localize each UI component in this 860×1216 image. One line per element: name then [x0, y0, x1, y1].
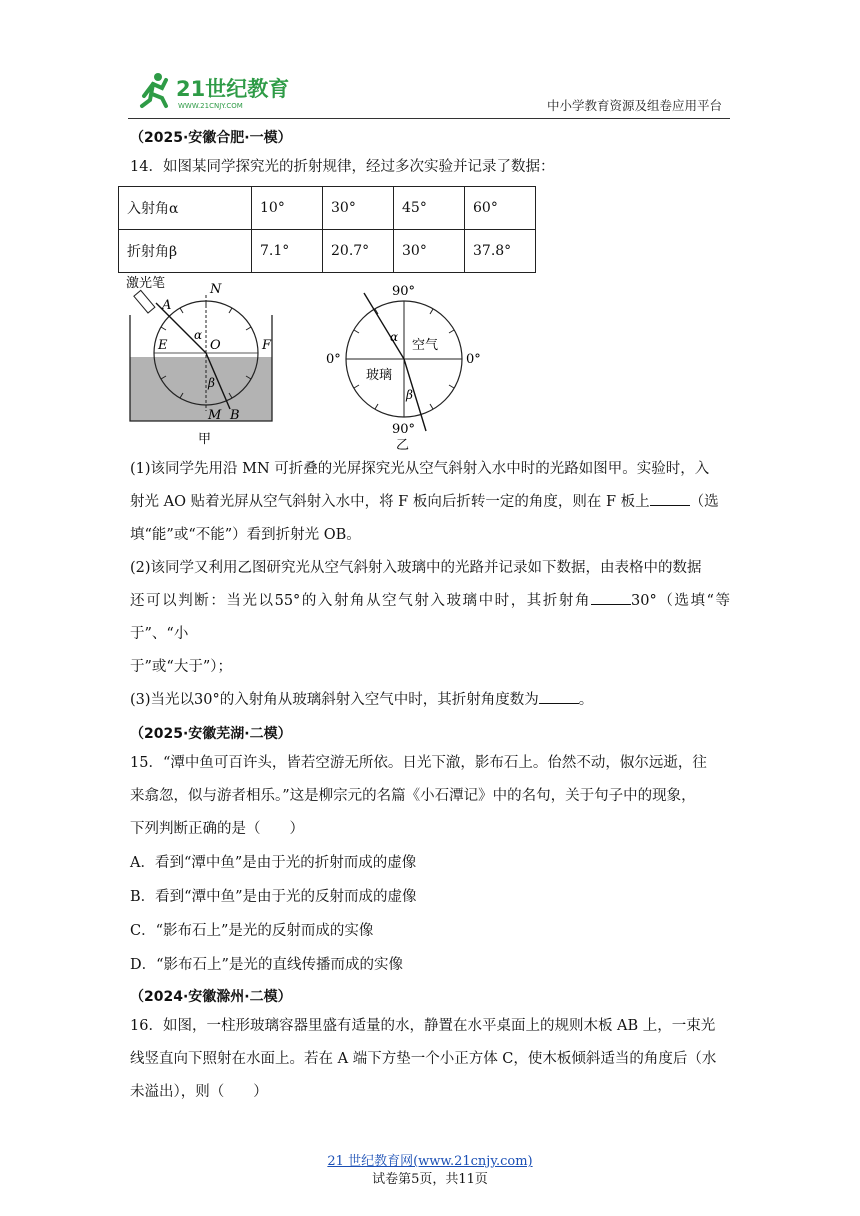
q15-stem-line2: 来翕忽，似与游者相乐。”这是柳宗元的名篇《小石潭记》中的名句，关于句子中的现象，	[130, 788, 696, 804]
label-bottom-90: 90°	[392, 422, 416, 437]
q15-option-b[interactable]: B．看到“潭中鱼”是由于光的反射而成的虚像	[130, 889, 417, 905]
label-alpha: α	[390, 330, 399, 344]
table-cell: 7.1°	[252, 230, 323, 273]
exam-content	[126, 125, 730, 1109]
label-air: 空气	[412, 338, 439, 353]
q16-stem-line3: 未溢出），则（ ）	[130, 1084, 268, 1100]
water	[130, 357, 272, 421]
table-cell: 折射角β	[119, 230, 252, 273]
incident-ray	[364, 293, 404, 359]
q14-part1-line2	[130, 486, 730, 519]
label-n: N	[210, 282, 222, 297]
table-cell: 入射角α	[119, 187, 252, 230]
logo-text: 21世纪教育	[176, 77, 290, 101]
table-cell: 45°	[394, 187, 465, 230]
figures	[126, 273, 730, 453]
q15-option-d[interactable]: D．“影布石上”是光的直线传播而成的实像	[130, 957, 403, 973]
table-row	[119, 187, 536, 230]
q15-source: （2025·安徽芜湖·二模）	[130, 726, 292, 742]
label-beta: β	[208, 376, 215, 390]
q14-part2-line3: 于”或“大于”）；	[130, 659, 232, 675]
label-alpha: α	[194, 328, 203, 342]
table-cell: 30°	[394, 230, 465, 273]
q14-part2-text: 30°（选填“等于”、“小	[130, 593, 730, 642]
q14-part1-line3: 填“能”或“不能”）看到折射光 OB。	[130, 527, 361, 543]
label-o: O	[210, 338, 221, 353]
label-right-0: 0°	[466, 352, 481, 367]
q14-part1-text: 射光 AO 贴着光屏从空气斜射入水中，将 F 板向后折转一定的角度，则在 F 板上	[130, 494, 650, 510]
q14-part3-text: 。	[578, 692, 594, 708]
table-cell: 20.7°	[323, 230, 394, 273]
angle-table	[118, 186, 536, 273]
q14-part3-text: (3)当光以30°的入射角从玻璃斜射入空气中时，其折射角度数为	[130, 692, 539, 708]
answer-blank[interactable]	[591, 590, 631, 605]
q14-part2-text: 还可以判断：当光以55°的入射角从空气射入玻璃中时，其折射角	[130, 593, 592, 609]
page-header	[128, 62, 730, 119]
q14-part1-text: （选	[689, 494, 719, 510]
q16-source: （2024·安徽滁州·二模）	[130, 989, 292, 1005]
logo	[136, 68, 296, 112]
q16-stem-line1: 16．如图，一柱形玻璃容器里盛有适量的水，静置在水平桌面上的规则木板 AB 上，一束光	[130, 1018, 716, 1034]
q14-part2-line2	[130, 585, 730, 651]
header-platform-text: 中小学教育资源及组卷应用平台	[546, 98, 722, 113]
table-cell: 60°	[465, 187, 536, 230]
table-row	[119, 230, 536, 273]
label-beta: β	[406, 388, 413, 402]
label-top-90: 90°	[392, 284, 416, 299]
label-m: M	[208, 408, 222, 423]
footer-link[interactable]: 21 世纪教育网(www.21cnjy.com)	[327, 1154, 533, 1169]
q15-option-c[interactable]: C．“影布石上”是光的反射而成的实像	[130, 923, 374, 939]
label-e: E	[158, 338, 168, 353]
table-cell: 10°	[252, 187, 323, 230]
logo-url: WWW.21CNJY.COM	[178, 102, 243, 110]
label-b: B	[230, 408, 240, 423]
figure-jia	[126, 275, 272, 447]
label-a: A	[162, 298, 172, 313]
runner-icon	[142, 73, 166, 106]
q14-part3	[130, 684, 730, 717]
q16-stem-line2: 线竖直向下照射在水面上。若在 A 端下方垫一个小正方体 C，使木板倾斜适当的角度后（水	[130, 1051, 717, 1067]
laser-label: 激光笔	[126, 276, 166, 291]
q15-option-a[interactable]: A．看到“潭中鱼”是由于光的折射而成的虚像	[130, 855, 417, 871]
q14-part2-line1: (2)该同学又利用乙图研究光从空气斜射入玻璃中的光路并记录如下数据，由表格中的数据	[130, 560, 702, 576]
table-cell: 30°	[323, 187, 394, 230]
q15-stem-line3: 下列判断正确的是（ ）	[130, 821, 304, 837]
q14-source: （2025·安徽合肥·一模）	[130, 130, 292, 146]
caption-jia: 甲	[198, 432, 212, 447]
label-f: F	[262, 338, 272, 353]
q15-stem-line1: 15．“潭中鱼可百许头，皆若空游无所依。日光下澈，影布石上。佁然不动，俶尔远逝，往	[130, 755, 707, 771]
caption-yi: 乙	[396, 438, 410, 453]
q14-stem: 14．如图某同学探究光的折射规律，经过多次实验并记录了数据：	[130, 159, 555, 175]
label-left-0: 0°	[326, 352, 341, 367]
answer-blank[interactable]	[539, 689, 579, 704]
figure-svg	[126, 273, 726, 453]
page-number: 试卷第5页，共11页	[372, 1172, 488, 1187]
q14-part1-line1: (1)该同学先用沿 MN 可折叠的光屏探究光从空气斜射入水中时的光路如图甲。实验时，入	[130, 461, 710, 477]
label-glass: 玻璃	[366, 368, 393, 383]
laser-pen-icon	[134, 290, 155, 313]
answer-blank[interactable]	[650, 491, 690, 506]
figure-yi	[326, 284, 481, 453]
table-cell: 37.8°	[465, 230, 536, 273]
